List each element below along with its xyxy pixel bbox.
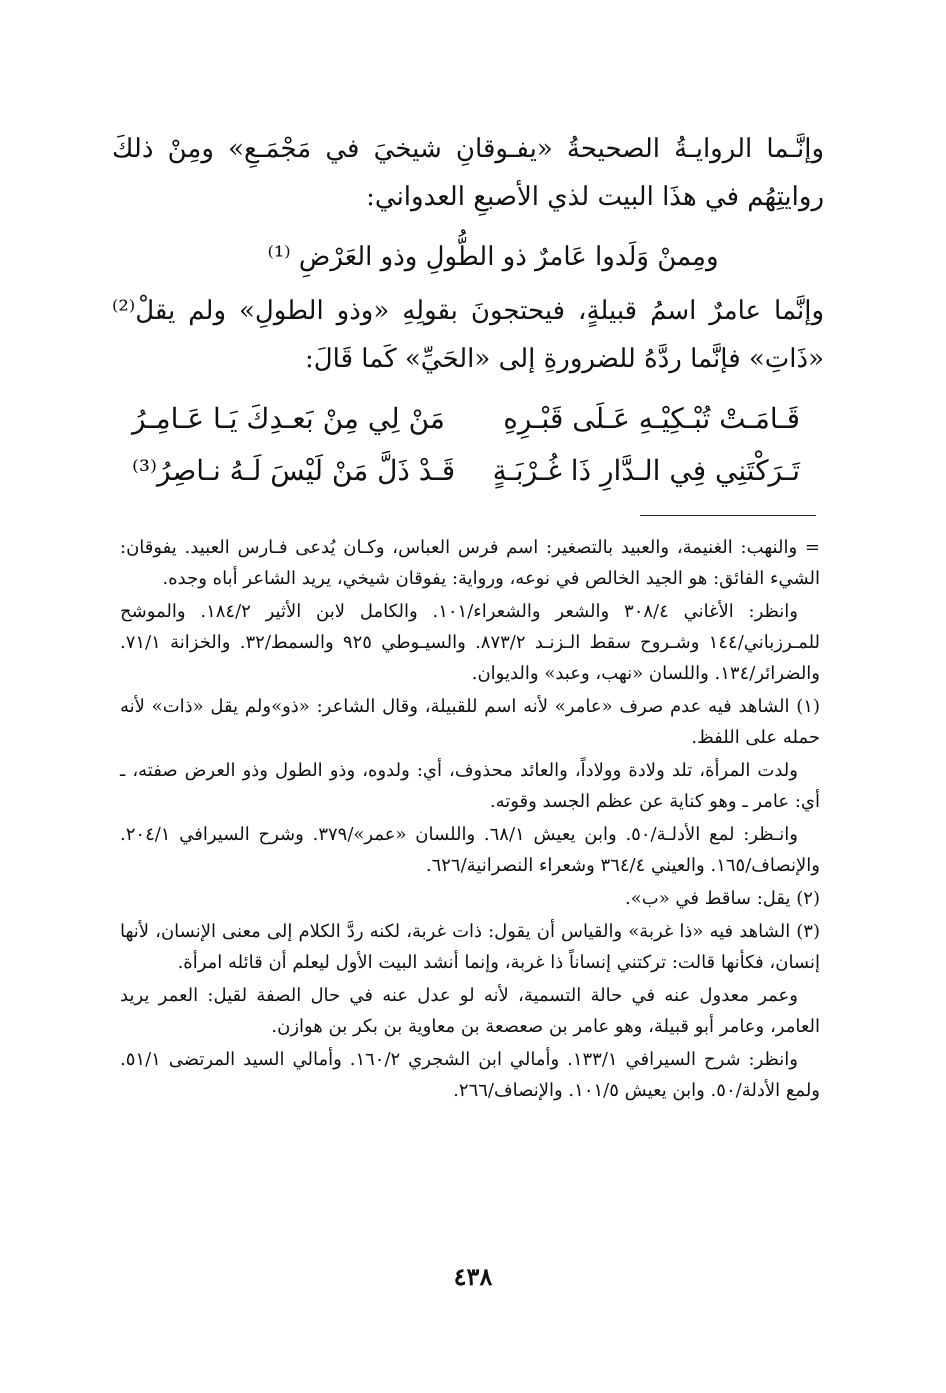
verse-line: ومِمنْ وَلَدوا عَامرٌ ذو الطُّولِ وذو العَرْضِ ⁽¹⁾: [267, 242, 719, 272]
footnote-separator: [640, 515, 816, 516]
footnote-1-references: وانـظر: لمع الأدلـة/٥٠. وابن يعيش ٦٨/١. واللسان «عمر»/٣٧٩. وشرح السيرافي ٢٠٤/١. والإنصاف/١٦٥. والعيني ٣٦٤/٤ وشعراء النصرانية/٦٢٦.: [120, 824, 820, 876]
footnote-continued: = والنهب: الغنيمة، والعبيد بالتصغير: اسم فرس العباس، وكـان يُدعى فـارس العبيد. يفوقان: الشيء الفائق: هو الجيد الخالص في نوعه، ورواية: يفوقان شيخي، يريد الشاعر أباه وجده.: [120, 537, 820, 589]
footnote-3-explanation: وعمر معدول عنه في حالة التسمية، لأنه لو عدل عنه في حال الصفة لقيل: العمر يريد العامر، وعامر أبو قبيلة، وهو عامر بن صعصعة بن معاوية بن بكر بن هوازن.: [120, 985, 820, 1037]
poem-second-hemistich: قَـدْ ذَلَّ مَنْ لَيْسَ لَـهُ نـاصِرُ⁽³⁾: [132, 454, 456, 487]
paragraph-2: وإنَّما عامرٌ اسمُ قبيلةٍ، فيحتجونَ بقولِهِ «وذو الطولِ» ولم يقلْ⁽²⁾ «ذَاتِ» فإنَّما ردَّهُ للضرورةِ إلى «الحَيِّ» كَما قَالَ:: [112, 296, 824, 374]
footnote-1: (١) الشاهد فيه عدم صرف «عامر» لأنه اسم للقبيلة، وقال الشاعر: «ذو»ولم يقل «ذات» لأنه حمله على اللفظ.: [120, 696, 820, 748]
footnote-1-explanation: ولدت المرأة، تلد ولادة وولاداً، والعائد محذوف، أي: ولدوه، وذو الطول وذو العرض صفته، ـ أي: عامر ـ وهو كناية عن عظم الجسد وقوته.: [120, 760, 820, 812]
footnote-3-references: وانظر: شرح السيرافي ١٣٣/١. وأمالي ابن الشجري ١٦٠/٢. وأمالي السيد المرتضى ٥١/١. ولمع الأدلة/٥٠. وابن يعيش ١٠١/٥. والإنصاف/٢٦٦.: [120, 1049, 820, 1101]
footnote-references: وانظر: الأغاني ٣٠٨/٤ والشعر والشعراء/١٠١. والكامل لابن الأثير ١٨٤/٢. والموشح للمـرزباني/١٤٤ وشـروح سقط الـزنـد ٨٧٣/٢. والسيـوطي ٩٢٥ والسمط/٣٢. والخزانة ٧١/١. والضرائر/١٣٤. واللسان «نهب، وعبد» والديوان.: [120, 601, 821, 684]
poem-first-hemistich: تَـرَكْتَنِي فِي الـدَّارِ ذَا غُـرْبَـةٍ: [492, 454, 800, 487]
main-text: [112, 125, 824, 497]
footnotes: [120, 532, 820, 1108]
paragraph-1: وإنَّـما الروايـةُ الصحيحةُ «يفـوقانِ شيخيَ في مَجْمَـعِ» ومِنْ ذلكَ روايتِهُم في هذَا البيت لذي الأصبعِ العدواني:: [112, 134, 824, 212]
poem-first-hemistich: قَـامَـتْ تُبْـكِيْـهِ عَـلَى قَبْـرِهِ: [503, 402, 800, 435]
poem-row: [112, 445, 824, 497]
page-number: ٤٣٨: [453, 1262, 493, 1291]
footnote-2: (٢) يقل: ساقط في «ب».: [625, 888, 820, 909]
footnote-3: (٣) الشاهد فيه «ذا غربة» والقياس أن يقول: ذات غربة، لكنه ردَّ الكلام إلى معنى الإنسان، لأنها إنسان، فكأنها قالت: تركتني إنساناً ذا غربة، وإنما أنشد البيت الأول ليعلم أن قائله امرأة.: [120, 921, 820, 973]
poem-row: [112, 393, 824, 445]
poem-second-hemistich: مَنْ لِي مِنْ بَعـدِكَ يَـا عَـامِـرُ: [132, 402, 445, 435]
poem: [112, 393, 824, 497]
